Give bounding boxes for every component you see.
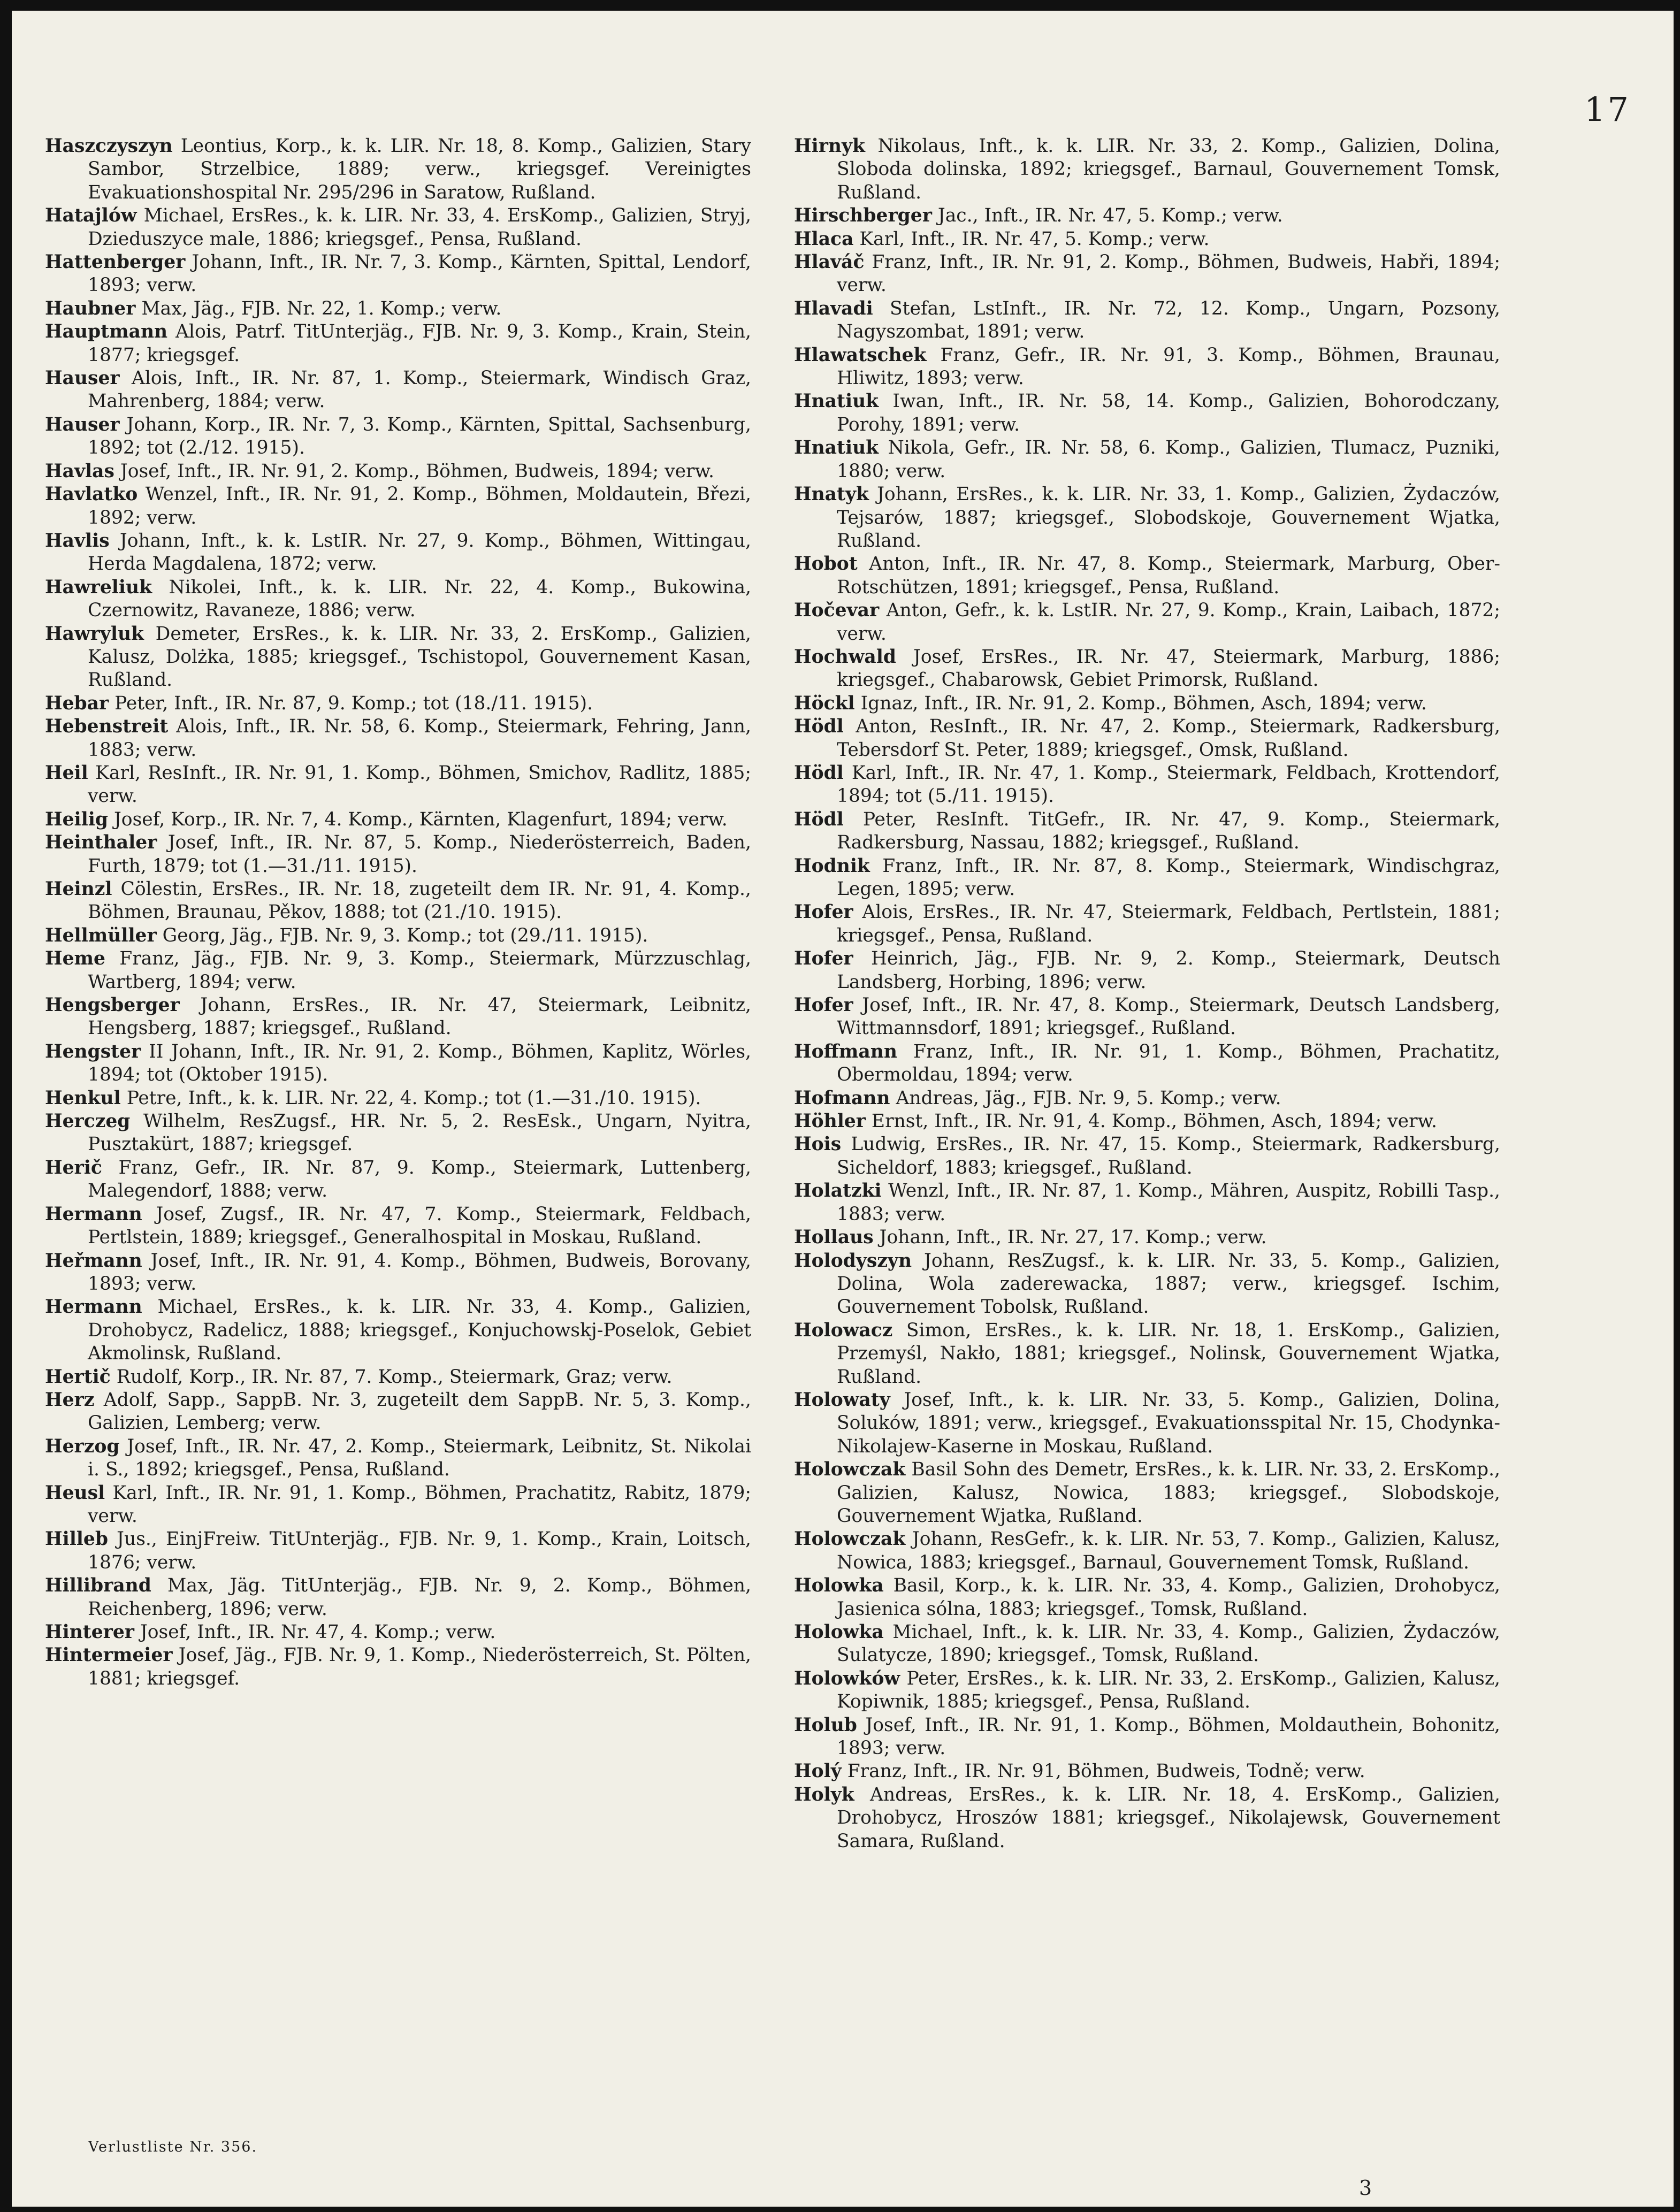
- casualty-entry: [794, 1319, 1500, 1389]
- entry-surname: Holowka: [794, 1575, 884, 1597]
- entry-details: Josef, ErsRes., IR. Nr. 47, Steiermark, Marburg, 1886; kriegsgef., Chabarowsk, Gebiet Primorsk, Rußland.: [837, 646, 1500, 691]
- entry-details: Iwan, Inft., IR. Nr. 58, 14. Komp., Galizien, Bohorodczany, Porohy, 1891; verw.: [837, 391, 1501, 435]
- entry-details: Franz, Gefr., IR. Nr. 91, 3. Komp., Böhmen, Braunau, Hliwitz, 1893; verw.: [837, 344, 1501, 389]
- entry-details: Ignaz, Inft., IR. Nr. 91, 2. Komp., Böhmen, Asch, 1894; verw.: [860, 692, 1427, 714]
- entry-surname: Hilleb: [45, 1528, 108, 1550]
- entry-details: Franz, Inft., IR. Nr. 87, 8. Komp., Steiermark, Windischgraz, Legen, 1895; verw.: [837, 855, 1500, 900]
- entry-details: Georg, Jäg., FJB. Nr. 9, 3. Komp.; tot (29./11. 1915).: [162, 924, 648, 946]
- entry-surname: Heilig: [45, 808, 108, 830]
- casualty-entry: [45, 1389, 751, 1435]
- casualty-entry: [45, 994, 751, 1040]
- entry-surname: Hofer: [794, 948, 853, 970]
- entry-surname: Hlawatschek: [794, 344, 927, 366]
- casualty-entry: [794, 1667, 1500, 1714]
- casualty-entry: [45, 414, 751, 460]
- entry-surname: Havlas: [45, 460, 114, 482]
- entry-surname: Hirschberger: [794, 205, 932, 227]
- casualty-entry: [45, 251, 751, 297]
- entry-surname: Haszczyszyn: [45, 135, 173, 157]
- entry-details: Michael, Inft., k. k. LIR. Nr. 33, 4. Komp., Galizien, Żydaczów, Sulatycze, 1890; kriegsgef., Tomsk, Rußland.: [837, 1621, 1500, 1666]
- entry-details: Alois, Inft., IR. Nr. 87, 1. Komp., Steiermark, Windisch Graz, Mahrenberg, 1884; verw.: [88, 368, 751, 412]
- entry-surname: Höckl: [794, 692, 855, 714]
- entry-details: Josef, Inft., IR. Nr. 91, 2. Komp., Böhmen, Budweis, 1894; verw.: [120, 460, 714, 482]
- entry-details: Jac., Inft., IR. Nr. 47, 5. Komp.; verw.: [937, 205, 1283, 227]
- entry-details: Alois, Inft., IR. Nr. 58, 6. Komp., Steiermark, Fehring, Jann, 1883; verw.: [88, 716, 751, 761]
- entry-surname: Hlaváč: [794, 251, 865, 273]
- entry-details: Basil, Korp., k. k. LIR. Nr. 33, 4. Komp., Galizien, Drohobycz, Jasienica sólna, 1883; kriegsgef., Tomsk, Rußland.: [837, 1575, 1501, 1620]
- casualty-entry: [794, 599, 1500, 646]
- entry-surname: Hintermeier: [45, 1644, 173, 1666]
- entry-surname: Holowków: [794, 1667, 900, 1689]
- casualty-entry: [794, 390, 1500, 437]
- entry-surname: Hengsberger: [45, 994, 180, 1016]
- entry-surname: Hauptmann: [45, 321, 168, 343]
- entry-details: Andreas, ErsRes., k. k. LIR. Nr. 18, 4. ErsKomp., Galizien, Drohobycz, Hroszów 1881; kriegsgef., Nikolajewsk, Gouvernement Samara, Rußland.: [837, 1784, 1500, 1852]
- entry-surname: Holowka: [794, 1621, 884, 1643]
- casualty-entry: [45, 1110, 751, 1157]
- entry-surname: Hofmann: [794, 1087, 890, 1109]
- entry-surname: Holowczak: [794, 1459, 906, 1481]
- casualty-entry: [794, 855, 1500, 901]
- entry-details: Franz, Gefr., IR. Nr. 87, 9. Komp., Steiermark, Luttenberg, Malegendorf, 1888; verw.: [88, 1157, 752, 1202]
- casualty-entry: [45, 204, 751, 251]
- entry-surname: Herczeg: [45, 1111, 131, 1132]
- entry-details: Jus., EinjFreiw. TitUnterjäg., FJB. Nr. 9, 1. Komp., Krain, Loitsch, 1876; verw.: [88, 1528, 751, 1573]
- casualty-entry: [45, 808, 751, 831]
- casualty-entry: [45, 1157, 751, 1203]
- casualty-entry: [794, 1110, 1500, 1133]
- entry-details: Stefan, LstInft., IR. Nr. 72, 12. Komp., Ungarn, Pozsony, Nagyszombat, 1891; verw.: [837, 297, 1500, 343]
- casualty-entry: [45, 1644, 751, 1690]
- entry-details: Heinrich, Jäg., FJB. Nr. 9, 2. Komp., Steiermark, Deutsch Landsberg, Horbing, 1896; verw.: [837, 948, 1501, 993]
- entry-surname: Hirnyk: [794, 135, 865, 157]
- casualty-entry: [45, 367, 751, 414]
- casualty-entry: [794, 762, 1500, 808]
- casualty-entry: [794, 1250, 1500, 1319]
- entry-details: Johann, Inft., IR. Nr. 7, 3. Komp., Kärnten, Spittal, Lendorf, 1893; verw.: [88, 251, 751, 296]
- entry-surname: Heil: [45, 762, 88, 784]
- entry-details: Johann, Inft., k. k. LstIR. Nr. 27, 9. Komp., Böhmen, Wittingau, Herda Magdalena, 1872; verw.: [88, 530, 752, 575]
- entry-details: Anton, ResInft., IR. Nr. 47, 2. Komp., Steiermark, Radkersburg, Tebersdorf St. Peter, 1889; kriegsgef., Omsk, Rußland.: [837, 716, 1500, 761]
- entry-details: Johann, Inft., IR. Nr. 27, 17. Komp.; verw.: [879, 1227, 1267, 1249]
- casualty-entry: [794, 901, 1500, 947]
- casualty-entry: [45, 297, 751, 320]
- entry-surname: Herzog: [45, 1435, 120, 1457]
- entry-surname: Holatzki: [794, 1180, 882, 1202]
- entry-surname: Henkul: [45, 1087, 121, 1109]
- entry-details: Adolf, Sapp., SappB. Nr. 3, zugeteilt dem SappB. Nr. 5, 3. Komp., Galizien, Lemberg; verw.: [88, 1389, 751, 1434]
- casualty-entry: [794, 947, 1500, 994]
- entry-details: Wenzl, Inft., IR. Nr. 87, 1. Komp., Mähren, Auspitz, Robilli Tasp., 1883; verw.: [837, 1180, 1501, 1225]
- entry-surname: Hellmüller: [45, 924, 157, 946]
- entry-details: Simon, ErsRes., k. k. LIR. Nr. 18, 1. ErsKomp., Galizien, Przemyśl, Nakło, 1881; kriegsgef., Nolinsk, Gouvernement Wjatka, Rußland.: [837, 1319, 1500, 1388]
- entry-details: Johann, Korp., IR. Nr. 7, 3. Komp., Kärnten, Spittal, Sachsenburg, 1892; tot (2./12. 1915).: [88, 414, 751, 459]
- casualty-entry: [794, 1389, 1500, 1458]
- casualty-entry: [45, 692, 751, 715]
- entry-details: Cölestin, ErsRes., IR. Nr. 18, zugeteilt dem IR. Nr. 91, 4. Komp., Böhmen, Braunau, Pěkov, 1888; tot (21./10. 1915).: [88, 878, 751, 923]
- casualty-entry: [45, 1203, 751, 1250]
- entry-details: Johann, ResZugsf., k. k. LIR. Nr. 33, 5. Komp., Galizien, Dolina, Wola zaderewacka, 1887; verw., kriegsgef. Ischim, Gouvernement Tobolsk, Rußland.: [837, 1250, 1500, 1318]
- casualty-entry: [45, 320, 751, 367]
- entry-details: Max, Jäg. TitUnterjäg., FJB. Nr. 9, 2. Komp., Böhmen, Reichenberg, 1896; verw.: [88, 1575, 751, 1620]
- entry-surname: Hawreliuk: [45, 576, 152, 598]
- casualty-entry: [45, 715, 751, 762]
- entry-surname: Herič: [45, 1157, 102, 1178]
- entry-surname: Holub: [794, 1714, 857, 1736]
- casualty-entry: [45, 831, 751, 878]
- casualty-entry: [794, 1760, 1500, 1783]
- entry-surname: Hengster: [45, 1040, 141, 1062]
- entry-surname: Hauser: [45, 414, 120, 435]
- entry-surname: Hödl: [794, 808, 844, 830]
- entry-surname: Hödl: [794, 716, 844, 738]
- entry-details: Alois, ErsRes., IR. Nr. 47, Steiermark, Feldbach, Pertlstein, 1881; kriegsgef., Pensa, Rußland.: [837, 901, 1501, 946]
- entry-surname: Herz: [45, 1389, 95, 1411]
- entry-surname: Hois: [794, 1134, 842, 1155]
- casualty-entry: [794, 1133, 1500, 1180]
- page-number: 17: [1584, 90, 1631, 129]
- entry-surname: Holowczak: [794, 1528, 906, 1550]
- entry-details: Josef, Inft., IR. Nr. 91, 4. Komp., Böhmen, Budweis, Borovany, 1893; verw.: [88, 1250, 751, 1295]
- entry-surname: Hauser: [45, 368, 120, 389]
- entry-surname: Hinterer: [45, 1621, 134, 1643]
- right-column: [794, 135, 1500, 1853]
- casualty-entry: [45, 1040, 751, 1087]
- entry-surname: Holyk: [794, 1784, 854, 1805]
- entry-surname: Hochwald: [794, 646, 896, 668]
- entry-surname: Heinzl: [45, 878, 112, 900]
- entry-details: Leontius, Korp., k. k. LIR. Nr. 18, 8. Komp., Galizien, Stary Sambor, Strzelbice, 1889; verw., kriegsgef. Vereinigtes Evakuationshospital Nr. 295/296 in Saratow, Rußland.: [88, 135, 751, 203]
- entry-surname: Hlavadi: [794, 297, 873, 319]
- entry-surname: Holowaty: [794, 1389, 890, 1411]
- entry-surname: Hollaus: [794, 1227, 874, 1249]
- entry-details: Wilhelm, ResZugsf., HR. Nr. 5, 2. ResEsk., Ungarn, Nyitra, Pusztakürt, 1887; kriegsgef.: [88, 1111, 751, 1155]
- casualty-entry: [794, 646, 1500, 692]
- entry-surname: Hattenberger: [45, 251, 186, 273]
- entry-details: Josef, Inft., IR. Nr. 47, 2. Komp., Steiermark, Leibnitz, St. Nikolai i. S., 1892; kriegsgef., Pensa, Rußland.: [88, 1435, 751, 1481]
- entry-surname: Havlis: [45, 530, 110, 552]
- casualty-entry: [45, 878, 751, 924]
- casualty-entry: [45, 623, 751, 692]
- entry-details: Josef, Inft., IR. Nr. 91, 1. Komp., Böhmen, Moldauthein, Bohonitz, 1893; verw.: [837, 1714, 1500, 1759]
- entry-details: Josef, Korp., IR. Nr. 7, 4. Komp., Kärnten, Klagenfurt, 1894; verw.: [113, 808, 728, 830]
- entry-details: Josef, Inft., IR. Nr. 47, 8. Komp., Steiermark, Deutsch Landsberg, Wittmannsdorf, 1891; kriegsgef., Rußland.: [837, 994, 1500, 1039]
- casualty-entry: [45, 947, 751, 994]
- casualty-entry: [45, 1621, 751, 1644]
- casualty-entry: [794, 204, 1500, 227]
- entry-details: Franz, Inft., IR. Nr. 91, Böhmen, Budweis, Todně; verw.: [847, 1761, 1365, 1782]
- entry-surname: Haubner: [45, 297, 136, 319]
- entry-details: Franz, Inft., IR. Nr. 91, 2. Komp., Böhmen, Budweis, Habři, 1894; verw.: [837, 251, 1500, 296]
- entry-details: Karl, Inft., IR. Nr. 91, 1. Komp., Böhmen, Prachatitz, Rabitz, 1879; verw.: [88, 1482, 751, 1527]
- entry-details: Peter, ErsRes., k. k. LIR. Nr. 33, 2. ErsKomp., Galizien, Kalusz, Kopiwnik, 1885; kriegsgef., Pensa, Rußland.: [837, 1667, 1500, 1713]
- casualty-entry: [45, 460, 751, 483]
- casualty-entry: [45, 483, 751, 530]
- entry-surname: Hermann: [45, 1296, 142, 1318]
- entry-surname: Hebenstreit: [45, 716, 169, 738]
- entry-details: Alois, Patrf. TitUnterjäg., FJB. Nr. 9, 3. Komp., Krain, Stein, 1877; kriegsgef.: [88, 321, 752, 366]
- entry-surname: Hnatiuk: [794, 437, 879, 459]
- entry-surname: Hawryluk: [45, 623, 144, 645]
- entry-details: Franz, Jäg., FJB. Nr. 9, 3. Komp., Steiermark, Mürzzuschlag, Wartberg, 1894; verw.: [88, 948, 751, 993]
- entry-details: Johann, ErsRes., k. k. LIR. Nr. 33, 1. Komp., Galizien, Żydaczów, Tejsarów, 1887; kriegsgef., Slobodskoje, Gouvernement Wjatka, Rußland.: [837, 484, 1500, 552]
- casualty-entry: [794, 1226, 1500, 1249]
- entry-details: Josef, Inft., IR. Nr. 47, 4. Komp.; verw.: [140, 1621, 496, 1643]
- entry-surname: Hnatyk: [794, 484, 869, 506]
- entry-surname: Heinthaler: [45, 832, 157, 854]
- entry-details: Petre, Inft., k. k. LIR. Nr. 22, 4. Komp.; tot (1.—31./10. 1915).: [126, 1087, 701, 1109]
- entry-details: Karl, ResInft., IR. Nr. 91, 1. Komp., Böhmen, Smichov, Radlitz, 1885; verw.: [88, 762, 751, 807]
- entry-details: Ludwig, ErsRes., IR. Nr. 47, 15. Komp., Steiermark, Radkersburg, Sicheldorf, 1883; kriegsgef., Rußland.: [837, 1134, 1500, 1178]
- entry-details: Josef, Jäg., FJB. Nr. 9, 1. Komp., Niederösterreich, St. Pölten, 1881; kriegsgef.: [88, 1644, 752, 1689]
- entry-details: Nikolei, Inft., k. k. LIR. Nr. 22, 4. Komp., Bukowina, Czernowitz, Ravaneze, 1886; verw.: [88, 576, 751, 622]
- casualty-entry: [794, 1714, 1500, 1761]
- entry-surname: Holý: [794, 1761, 842, 1782]
- entry-surname: Hatajlów: [45, 205, 137, 227]
- casualty-entry: [794, 1458, 1500, 1528]
- entry-details: Josef, Inft., IR. Nr. 87, 5. Komp., Niederösterreich, Baden, Furth, 1879; tot (1.—31./11. 1915).: [88, 832, 751, 877]
- entry-details: Anton, Inft., IR. Nr. 47, 8. Komp., Steiermark, Marburg, Ober-Rotschützen, 1891; kriegsgef., Pensa, Rußland.: [837, 553, 1501, 598]
- entry-surname: Hofer: [794, 994, 853, 1016]
- document-page: [12, 11, 1674, 2207]
- entry-details: Johann, ResGefr., k. k. LIR. Nr. 53, 7. Komp., Galizien, Kalusz, Nowica, 1883; kriegsgef., Barnaul, Gouvernement Tomsk, Rußland.: [837, 1528, 1501, 1573]
- entry-details: Johann, ErsRes., IR. Nr. 47, Steiermark, Leibnitz, Hengsberg, 1887; kriegsgef., Rußland.: [88, 994, 752, 1039]
- casualty-entry: [794, 297, 1500, 344]
- casualty-entry: [794, 344, 1500, 391]
- casualty-entry: [794, 994, 1500, 1040]
- entry-surname: Hofer: [794, 901, 853, 923]
- casualty-entry: [45, 1296, 751, 1365]
- casualty-entry: [794, 437, 1500, 483]
- casualty-entry: [45, 1087, 751, 1110]
- entry-surname: Hertič: [45, 1366, 111, 1388]
- casualty-entry: [794, 1528, 1500, 1574]
- entry-surname: Hermann: [45, 1203, 142, 1225]
- casualty-entry: [45, 1528, 751, 1574]
- entry-surname: Holowacz: [794, 1319, 893, 1341]
- casualty-entry: [45, 1435, 751, 1482]
- casualty-entry: [45, 576, 751, 623]
- entry-surname: Hočevar: [794, 600, 880, 622]
- entry-details: Max, Jäg., FJB. Nr. 22, 1. Komp.; verw.: [141, 297, 502, 319]
- entry-details: Peter, Inft., IR. Nr. 87, 9. Komp.; tot (18./11. 1915).: [114, 692, 593, 714]
- entry-surname: Heřmann: [45, 1250, 142, 1272]
- casualty-entry: [45, 924, 751, 947]
- entry-details: Anton, Gefr., k. k. LstIR. Nr. 27, 9. Komp., Krain, Laibach, 1872; verw.: [837, 600, 1500, 645]
- entry-surname: Hillibrand: [45, 1575, 151, 1597]
- casualty-entry: [794, 1087, 1500, 1110]
- entry-details: Peter, ResInft. TitGefr., IR. Nr. 47, 9. Komp., Steiermark, Radkersburg, Nassau, 1882; kriegsgef., Rußland.: [837, 808, 1500, 854]
- entry-surname: Hnatiuk: [794, 391, 879, 412]
- casualty-entry: [794, 808, 1500, 855]
- casualty-entry: [45, 1482, 751, 1528]
- entry-surname: Hödl: [794, 762, 844, 784]
- entry-surname: Hebar: [45, 692, 109, 714]
- entry-surname: Havlatko: [45, 484, 138, 506]
- casualty-entry: [45, 1250, 751, 1296]
- entry-details: Karl, Inft., IR. Nr. 47, 5. Komp.; verw.: [859, 228, 1210, 250]
- entry-surname: Hoffmann: [794, 1040, 897, 1062]
- entry-details: Andreas, Jäg., FJB. Nr. 9, 5. Komp.; verw.: [896, 1087, 1281, 1109]
- casualty-entry: [45, 1366, 751, 1389]
- entry-details: Michael, ErsRes., k. k. LIR. Nr. 33, 4. ErsKomp., Galizien, Stryj, Dzieduszyce male, 1886; kriegsgef., Pensa, Rußland.: [88, 205, 752, 250]
- entry-details: Michael, ErsRes., k. k. LIR. Nr. 33, 4. Komp., Galizien, Drohobycz, Radelicz, 1888; kriegsgef., Konjuchowskj-Poselok, Gebiet Akmolinsk, Rußland.: [88, 1296, 751, 1365]
- list-number-footer: Verlustliste Nr. 356.: [88, 2139, 258, 2155]
- entry-surname: Höhler: [794, 1111, 866, 1132]
- entry-details: Basil Sohn des Demetr, ErsRes., k. k. LIR. Nr. 33, 2. ErsKomp., Galizien, Kalusz, Nowica, 1883; kriegsgef., Slobodskoje, Gouvernement Wjatka, Rußland.: [837, 1459, 1500, 1527]
- entry-details: Ernst, Inft., IR. Nr. 91, 4. Komp., Böhmen, Asch, 1894; verw.: [871, 1111, 1437, 1132]
- casualty-entry: [794, 251, 1500, 297]
- entry-details: Josef, Zugsf., IR. Nr. 47, 7. Komp., Steiermark, Feldbach, Pertlstein, 1889; kriegsgef., Generalhospital in Moskau, Rußland.: [88, 1203, 751, 1249]
- entry-details: Franz, Inft., IR. Nr. 91, 1. Komp., Böhmen, Prachatitz, Obermoldau, 1894; verw.: [837, 1040, 1500, 1086]
- casualty-entry: [794, 483, 1500, 553]
- casualty-entry: [794, 1574, 1500, 1621]
- entry-details: Wenzel, Inft., IR. Nr. 91, 2. Komp., Böhmen, Moldautein, Březi, 1892; verw.: [88, 484, 752, 529]
- entry-surname: Hobot: [794, 553, 858, 575]
- entry-details: Nikola, Gefr., IR. Nr. 58, 6. Komp., Galizien, Tlumacz, Puzniki, 1880; verw.: [837, 437, 1500, 482]
- casualty-entry: [794, 1784, 1500, 1853]
- casualty-entry: [794, 715, 1500, 762]
- entry-details: Josef, Inft., k. k. LIR. Nr. 33, 5. Komp., Galizien, Dolina, Soluków, 1891; verw., kriegsgef., Evakuationsspital Nr. 15, Chodynka-Nikolajew-Kaserne in Moskau, Rußland.: [837, 1389, 1500, 1457]
- casualty-entry: [45, 762, 751, 808]
- casualty-entry: [794, 1040, 1500, 1087]
- sheet-mark: 3: [1359, 2176, 1372, 2200]
- casualty-entry: [794, 1180, 1500, 1226]
- casualty-entry: [794, 135, 1500, 204]
- left-column: [45, 135, 751, 1690]
- casualty-entry: [45, 1574, 751, 1621]
- casualty-entry: [794, 1621, 1500, 1667]
- entry-surname: Heme: [45, 948, 106, 970]
- entry-surname: Hlaca: [794, 228, 854, 250]
- casualty-entry: [45, 135, 751, 204]
- entry-surname: Hodnik: [794, 855, 870, 877]
- casualty-entry: [794, 692, 1500, 715]
- entry-details: Demeter, ErsRes., k. k. LIR. Nr. 33, 2. ErsKomp., Galizien, Kalusz, Dolżka, 1885; kriegsgef., Tschistopol, Gouvernement Kasan, Rußland.: [88, 623, 751, 691]
- entry-surname: Holodyszyn: [794, 1250, 912, 1272]
- entry-details: Karl, Inft., IR. Nr. 47, 1. Komp., Steiermark, Feldbach, Krottendorf, 1894; tot (5./11. 1915).: [837, 762, 1500, 807]
- entry-details: II Johann, Inft., IR. Nr. 91, 2. Komp., Böhmen, Kaplitz, Wörles, 1894; tot (Oktober 1915).: [88, 1040, 751, 1086]
- entry-details: Nikolaus, Inft., k. k. LIR. Nr. 33, 2. Komp., Galizien, Dolina, Sloboda dolinska, 1892; kriegsgef., Barnaul, Gouvernement Tomsk, Rußland.: [837, 135, 1500, 203]
- casualty-entry: [45, 530, 751, 576]
- casualty-entry: [794, 228, 1500, 251]
- casualty-entry: [794, 553, 1500, 599]
- entry-details: Rudolf, Korp., IR. Nr. 87, 7. Komp., Steiermark, Graz; verw.: [116, 1366, 673, 1388]
- entry-surname: Heusl: [45, 1482, 105, 1504]
